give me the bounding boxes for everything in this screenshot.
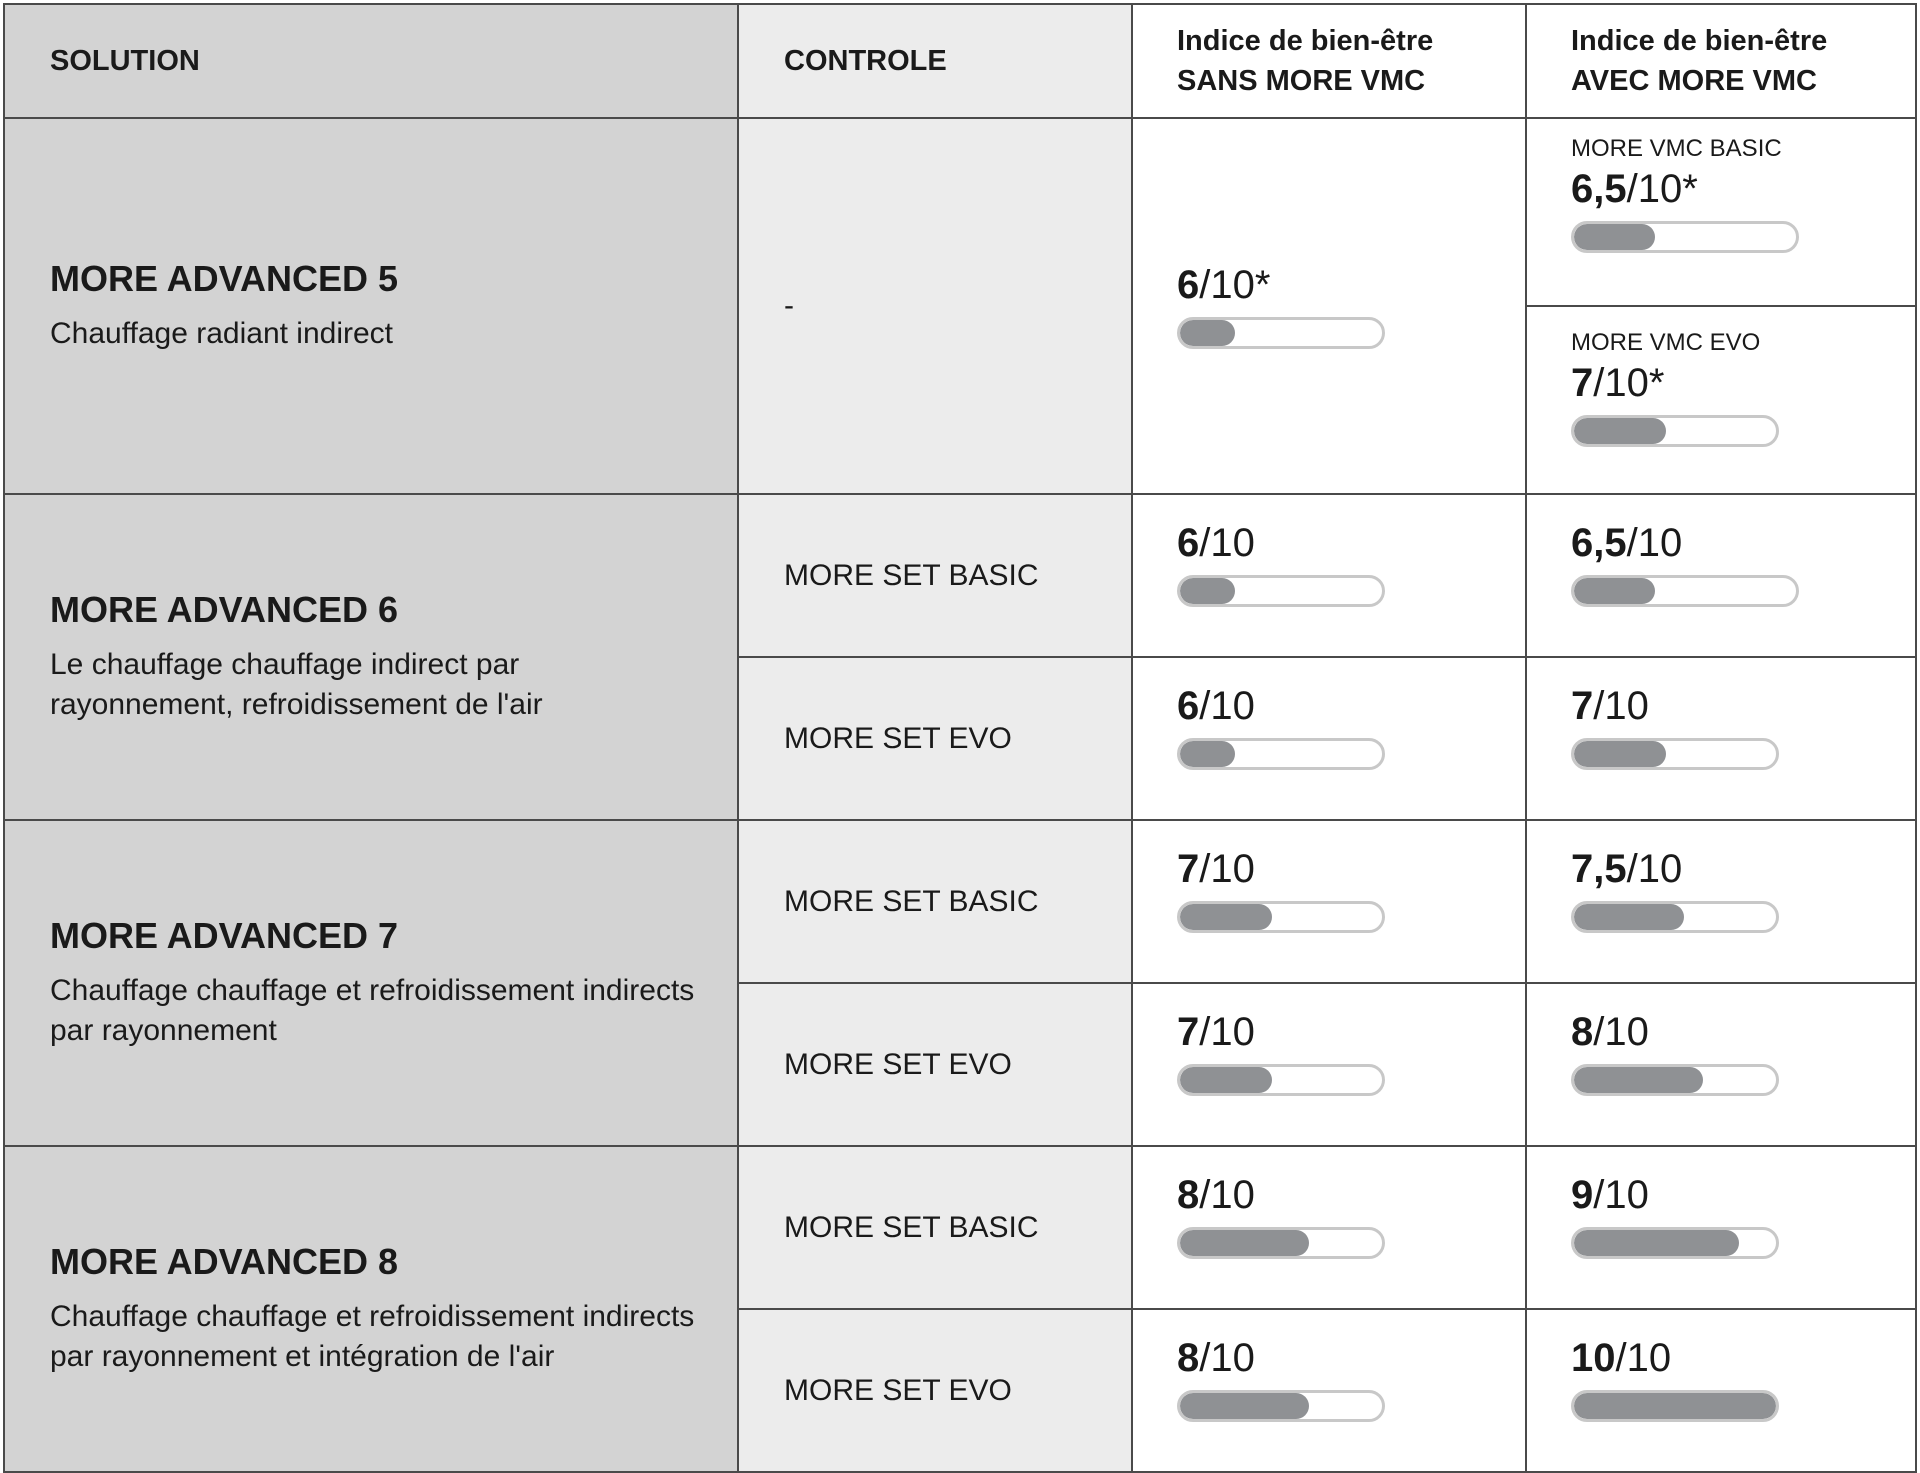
score-value: 10 — [1571, 1336, 1616, 1380]
score-without-cell — [1132, 983, 1526, 1146]
control-cell: MORE SET BASIC — [738, 494, 1132, 657]
score-without — [1177, 521, 1525, 565]
score-without-cell — [1132, 1309, 1526, 1472]
control-cell: MORE SET EVO — [738, 983, 1132, 1146]
score-with-cell — [1526, 820, 1916, 983]
score-with-cell — [1526, 1309, 1916, 1472]
score-with — [1571, 361, 1915, 405]
score-without-cell — [1132, 118, 1526, 494]
score-value: 8 — [1177, 1173, 1200, 1217]
solution-cell — [4, 118, 738, 494]
score-bar-fill — [1574, 418, 1666, 444]
score-value: 9 — [1571, 1173, 1594, 1217]
score-with-cell — [1526, 983, 1916, 1146]
score-bar-fill — [1180, 320, 1235, 346]
header-with-vmc-line1: Indice de bien-être — [1571, 25, 1828, 57]
solution-description: Chauffage chauffage et refroidissement indirects par rayonnement — [50, 974, 695, 1047]
score-suffix: /10 — [1199, 1336, 1255, 1380]
score-with — [1571, 167, 1915, 211]
score-without-cell — [1132, 494, 1526, 657]
control-cell: MORE SET EVO — [738, 657, 1132, 820]
score-without — [1177, 1336, 1525, 1380]
score-bar — [1177, 901, 1385, 933]
score-bar — [1571, 415, 1779, 447]
score-value: 8 — [1177, 1336, 1200, 1380]
solution-name: MORE ADVANCED 5 — [50, 258, 399, 299]
score-suffix: /10* — [1199, 263, 1271, 307]
score-suffix: /10 — [1626, 521, 1683, 565]
solution-name: MORE ADVANCED 7 — [50, 915, 399, 956]
vmc-variant-label: MORE VMC EVO — [1571, 329, 1761, 356]
score-bar-fill — [1574, 1067, 1703, 1093]
header-without-vmc-line1: Indice de bien-être — [1177, 25, 1434, 57]
score-without-cell — [1132, 1146, 1526, 1309]
header-with-vmc-line2: AVEC MORE VMC — [1571, 65, 1817, 97]
score-bar — [1177, 575, 1385, 607]
solution-cell — [4, 820, 738, 1146]
score-value: 7,5 — [1571, 847, 1627, 891]
score-without — [1177, 263, 1525, 307]
score-bar-fill — [1180, 1393, 1309, 1419]
score-suffix: /10 — [1593, 684, 1649, 728]
table-row — [4, 1146, 1916, 1309]
score-value: 7 — [1177, 1010, 1200, 1054]
score-bar-fill — [1574, 741, 1666, 767]
score-with — [1571, 847, 1915, 891]
score-value: 7 — [1571, 361, 1594, 405]
score-bar — [1571, 738, 1779, 770]
score-with — [1571, 521, 1915, 565]
score-bar-fill — [1180, 741, 1235, 767]
score-with — [1571, 1010, 1915, 1054]
score-bar — [1177, 1390, 1385, 1422]
score-bar-fill — [1574, 1230, 1739, 1256]
score-suffix: /10* — [1593, 361, 1665, 405]
score-without — [1177, 847, 1525, 891]
score-bar — [1571, 1227, 1779, 1259]
score-bar-fill — [1180, 578, 1235, 604]
score-with — [1571, 1336, 1915, 1380]
score-with-cell — [1526, 306, 1916, 494]
header-with-vmc — [1526, 4, 1916, 118]
control-cell: MORE SET BASIC — [738, 820, 1132, 983]
control-cell: - — [738, 118, 1132, 494]
score-bar — [1177, 1064, 1385, 1096]
header-row — [4, 4, 1916, 118]
score-bar-fill — [1574, 578, 1655, 604]
score-bar — [1177, 738, 1385, 770]
vmc-variant-label: MORE VMC BASIC — [1571, 135, 1782, 162]
score-value: 7 — [1571, 684, 1594, 728]
score-without — [1177, 684, 1525, 728]
solution-cell — [4, 1146, 738, 1472]
solution-description: Chauffage chauffage et refroidissement indirects par rayonnement et intégration de l'air — [50, 1300, 695, 1373]
score-suffix: /10 — [1615, 1336, 1672, 1380]
score-bar — [1177, 1227, 1385, 1259]
score-suffix: /10 — [1626, 847, 1683, 891]
score-suffix: /10 — [1593, 1173, 1649, 1217]
table-row — [4, 820, 1916, 983]
score-with-cell — [1526, 1146, 1916, 1309]
score-bar — [1571, 221, 1799, 253]
score-suffix: /10 — [1199, 1010, 1255, 1054]
score-with-cell — [1526, 494, 1916, 657]
solution-description: Le chauffage chauffage indirect par rayonnement, refroidissement de l'air — [50, 648, 543, 721]
score-value: 6 — [1177, 263, 1200, 307]
score-bar-fill — [1574, 904, 1684, 930]
table-row — [4, 494, 1916, 657]
solution-cell — [4, 494, 738, 820]
score-without — [1177, 1010, 1525, 1054]
solution-description: Chauffage radiant indirect — [50, 317, 394, 350]
score-value: 6 — [1177, 521, 1200, 565]
header-control: CONTROLE — [738, 4, 1132, 118]
score-value: 6 — [1177, 684, 1200, 728]
score-suffix: /10 — [1199, 684, 1255, 728]
score-with — [1571, 684, 1915, 728]
score-bar — [1571, 1064, 1779, 1096]
control-cell: MORE SET EVO — [738, 1309, 1132, 1472]
score-bar — [1571, 901, 1779, 933]
score-suffix: /10 — [1199, 847, 1255, 891]
score-bar-fill — [1180, 1230, 1309, 1256]
score-suffix: /10 — [1199, 521, 1255, 565]
solution-name: MORE ADVANCED 8 — [50, 1241, 399, 1282]
score-bar — [1571, 575, 1799, 607]
score-suffix: /10 — [1199, 1173, 1255, 1217]
score-without — [1177, 1173, 1525, 1217]
header-without-vmc-line2: SANS MORE VMC — [1177, 65, 1426, 97]
solution-name: MORE ADVANCED 6 — [50, 589, 399, 630]
score-value: 7 — [1177, 847, 1200, 891]
score-bar-fill — [1574, 1393, 1776, 1419]
table-row — [4, 118, 1916, 306]
header-without-vmc — [1132, 4, 1526, 118]
score-bar-fill — [1180, 904, 1272, 930]
score-value: 8 — [1571, 1010, 1594, 1054]
score-with-cell — [1526, 657, 1916, 820]
score-bar-fill — [1574, 224, 1655, 250]
score-bar — [1177, 317, 1385, 349]
score-value: 6,5 — [1571, 167, 1627, 211]
comfort-index-table — [3, 3, 1917, 1473]
control-cell: MORE SET BASIC — [738, 1146, 1132, 1309]
score-bar — [1571, 1390, 1779, 1422]
score-suffix: /10* — [1626, 167, 1698, 211]
score-bar-fill — [1180, 1067, 1272, 1093]
header-solution: SOLUTION — [4, 4, 738, 118]
score-value: 6,5 — [1571, 521, 1627, 565]
score-with-cell — [1526, 118, 1916, 306]
score-suffix: /10 — [1593, 1010, 1649, 1054]
score-with — [1571, 1173, 1915, 1217]
score-without-cell — [1132, 657, 1526, 820]
score-without-cell — [1132, 820, 1526, 983]
